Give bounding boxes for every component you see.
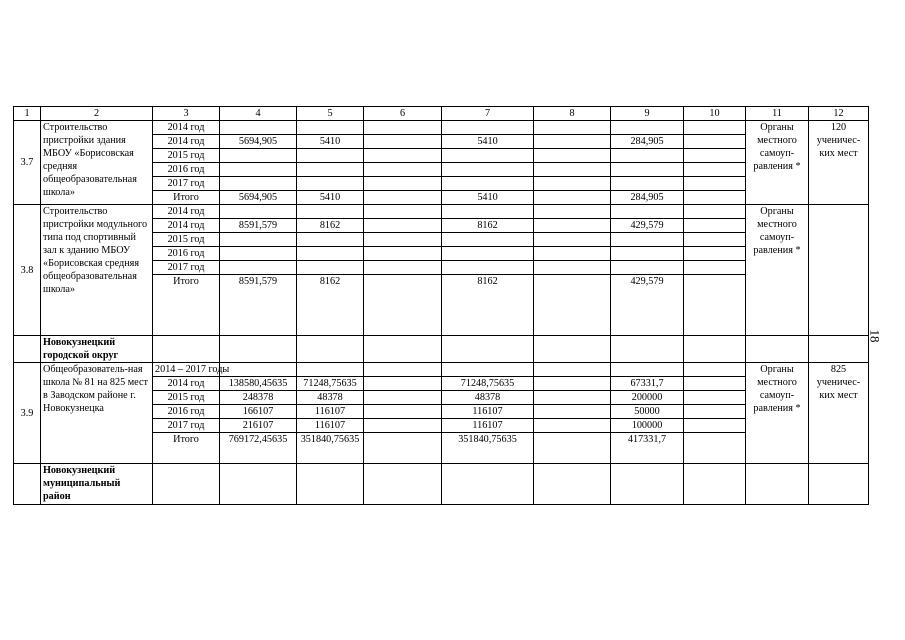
value-cell — [297, 261, 364, 275]
period-cell: 2014 год — [153, 377, 220, 391]
value-cell — [684, 261, 746, 275]
value-cell — [684, 405, 746, 419]
value-cell: 200000 — [611, 391, 684, 405]
value-cell — [364, 247, 442, 261]
value-cell — [611, 205, 684, 219]
section-title: Новокузнецкий городской округ — [41, 336, 153, 363]
value-cell — [684, 177, 746, 191]
value-cell — [442, 163, 534, 177]
empty-cell — [746, 336, 809, 363]
value-cell — [684, 275, 746, 336]
value-cell: 8591,579 — [220, 275, 297, 336]
period-cell: 2014 – 2017 годы — [153, 363, 220, 377]
value-cell — [534, 177, 611, 191]
item-number: 3.7 — [14, 121, 41, 205]
value-cell — [684, 219, 746, 233]
table-body — [14, 107, 869, 505]
empty-cell — [14, 464, 41, 505]
page-number: 18 — [867, 329, 883, 343]
value-cell — [364, 433, 442, 464]
value-cell — [611, 233, 684, 247]
value-cell — [684, 391, 746, 405]
item-number: 3.8 — [14, 205, 41, 336]
value-cell — [220, 363, 297, 377]
value-cell: 116107 — [297, 419, 364, 433]
item-number: 3.9 — [14, 363, 41, 464]
value-cell: 5410 — [297, 135, 364, 149]
value-cell: 5410 — [297, 191, 364, 205]
empty-cell — [153, 464, 220, 505]
value-cell: 138580,45635 — [220, 377, 297, 391]
value-cell — [364, 149, 442, 163]
value-cell — [364, 163, 442, 177]
value-cell — [220, 247, 297, 261]
value-cell — [534, 391, 611, 405]
result-cell: 120 ученичес-ких мест — [809, 121, 869, 205]
value-cell — [684, 377, 746, 391]
item-name: Строительство пристройки здания МБОУ «Борисовская средняя общеобразовательная школа» — [41, 121, 153, 205]
value-cell — [611, 177, 684, 191]
value-cell — [297, 205, 364, 219]
value-cell: 8162 — [442, 275, 534, 336]
value-cell: 67331,7 — [611, 377, 684, 391]
value-cell — [297, 163, 364, 177]
value-cell: 116107 — [442, 419, 534, 433]
value-cell: 248378 — [220, 391, 297, 405]
header-cell: 1 — [14, 107, 41, 121]
empty-cell — [809, 464, 869, 505]
value-cell — [220, 205, 297, 219]
empty-cell — [611, 336, 684, 363]
value-cell — [684, 419, 746, 433]
value-cell — [534, 275, 611, 336]
empty-cell — [534, 464, 611, 505]
empty-cell — [14, 336, 41, 363]
value-cell — [220, 233, 297, 247]
value-cell: 284,905 — [611, 135, 684, 149]
section-row — [14, 464, 869, 505]
value-cell: 351840,75635 — [442, 433, 534, 464]
header-cell: 6 — [364, 107, 442, 121]
result-cell — [809, 205, 869, 336]
value-cell: 8162 — [297, 219, 364, 233]
value-cell — [684, 205, 746, 219]
value-cell: 351840,75635 — [297, 433, 364, 464]
header-cell: 2 — [41, 107, 153, 121]
section-title: Новокузнецкий муниципальный район — [41, 464, 153, 505]
value-cell — [442, 205, 534, 219]
value-cell — [442, 261, 534, 275]
value-cell — [684, 247, 746, 261]
value-cell — [684, 363, 746, 377]
value-cell: 5410 — [442, 191, 534, 205]
empty-cell — [442, 464, 534, 505]
header-cell: 12 — [809, 107, 869, 121]
item-name: Строительство пристройки модульного типа под спортивный зал к зданию МБОУ «Борисовская средняя общеобразовательная школа» — [41, 205, 153, 336]
value-cell — [297, 149, 364, 163]
period-cell: 2014 год — [153, 135, 220, 149]
period-cell: 2015 год — [153, 149, 220, 163]
empty-cell — [364, 464, 442, 505]
value-cell: 116107 — [442, 405, 534, 419]
value-cell — [534, 247, 611, 261]
value-cell — [364, 391, 442, 405]
header-cell: 10 — [684, 107, 746, 121]
value-cell — [534, 419, 611, 433]
header-cell: 4 — [220, 107, 297, 121]
empty-cell — [684, 336, 746, 363]
value-cell — [534, 433, 611, 464]
value-cell — [611, 363, 684, 377]
value-cell — [684, 149, 746, 163]
value-cell — [611, 121, 684, 135]
value-cell — [611, 163, 684, 177]
header-cell: 11 — [746, 107, 809, 121]
value-cell: 166107 — [220, 405, 297, 419]
program-table — [13, 106, 869, 505]
value-cell — [534, 405, 611, 419]
period-cell: 2015 год — [153, 391, 220, 405]
empty-cell — [364, 336, 442, 363]
header-cell: 8 — [534, 107, 611, 121]
value-cell — [442, 233, 534, 247]
value-cell: 8162 — [297, 275, 364, 336]
value-cell: 116107 — [297, 405, 364, 419]
value-cell — [364, 219, 442, 233]
value-cell — [297, 177, 364, 191]
period-cell: 2017 год — [153, 177, 220, 191]
value-cell — [534, 205, 611, 219]
value-cell — [684, 233, 746, 247]
value-cell — [534, 163, 611, 177]
period-cell: 2016 год — [153, 405, 220, 419]
value-cell — [364, 405, 442, 419]
period-cell: 2014 год — [153, 121, 220, 135]
value-cell — [684, 433, 746, 464]
responsible-cell: Органы местного самоуп-равления * — [746, 363, 809, 464]
value-cell: 216107 — [220, 419, 297, 433]
value-cell — [442, 121, 534, 135]
value-cell — [364, 205, 442, 219]
period-cell: 2015 год — [153, 233, 220, 247]
table-row — [14, 205, 869, 219]
empty-cell — [746, 464, 809, 505]
value-cell — [611, 261, 684, 275]
value-cell — [684, 163, 746, 177]
value-cell — [364, 261, 442, 275]
empty-cell — [611, 464, 684, 505]
value-cell: 48378 — [442, 391, 534, 405]
empty-cell — [297, 336, 364, 363]
period-cell: Итого — [153, 433, 220, 464]
period-cell: 2016 год — [153, 247, 220, 261]
value-cell — [442, 363, 534, 377]
value-cell — [220, 261, 297, 275]
value-cell — [442, 247, 534, 261]
value-cell — [534, 233, 611, 247]
empty-cell — [297, 464, 364, 505]
value-cell — [534, 121, 611, 135]
item-name: Общеобразователь-ная школа № 81 на 825 мест в Заводском районе г. Новокузнецка — [41, 363, 153, 464]
value-cell — [220, 149, 297, 163]
value-cell: 5694,905 — [220, 191, 297, 205]
value-cell: 71248,75635 — [442, 377, 534, 391]
value-cell — [534, 377, 611, 391]
period-cell: 2014 год — [153, 219, 220, 233]
empty-cell — [220, 336, 297, 363]
header-row — [14, 107, 869, 121]
value-cell — [534, 135, 611, 149]
value-cell — [684, 121, 746, 135]
empty-cell — [809, 336, 869, 363]
section-row — [14, 336, 869, 363]
header-cell: 5 — [297, 107, 364, 121]
value-cell — [611, 247, 684, 261]
value-cell: 8162 — [442, 219, 534, 233]
value-cell — [297, 233, 364, 247]
period-cell: 2014 год — [153, 205, 220, 219]
value-cell — [297, 121, 364, 135]
period-cell: 2016 год — [153, 163, 220, 177]
empty-cell — [534, 336, 611, 363]
empty-cell — [153, 336, 220, 363]
period-cell: Итого — [153, 275, 220, 336]
value-cell — [364, 191, 442, 205]
table-row — [14, 121, 869, 135]
value-cell — [220, 121, 297, 135]
value-cell: 284,905 — [611, 191, 684, 205]
value-cell — [297, 363, 364, 377]
header-cell: 9 — [611, 107, 684, 121]
value-cell: 71248,75635 — [297, 377, 364, 391]
value-cell — [364, 233, 442, 247]
value-cell: 8591,579 — [220, 219, 297, 233]
value-cell — [364, 377, 442, 391]
value-cell — [534, 191, 611, 205]
responsible-cell: Органы местного самоуп-равления * — [746, 205, 809, 336]
header-cell: 3 — [153, 107, 220, 121]
value-cell — [364, 275, 442, 336]
value-cell — [534, 149, 611, 163]
value-cell — [442, 177, 534, 191]
value-cell — [684, 135, 746, 149]
value-cell: 429,579 — [611, 275, 684, 336]
value-cell: 100000 — [611, 419, 684, 433]
value-cell: 5694,905 — [220, 135, 297, 149]
responsible-cell: Органы местного самоуп-равления * — [746, 121, 809, 205]
value-cell: 769172,45635 — [220, 433, 297, 464]
value-cell — [611, 149, 684, 163]
empty-cell — [220, 464, 297, 505]
value-cell: 50000 — [611, 405, 684, 419]
value-cell — [442, 149, 534, 163]
value-cell — [297, 247, 364, 261]
value-cell — [364, 419, 442, 433]
value-cell — [684, 191, 746, 205]
value-cell: 5410 — [442, 135, 534, 149]
table-row — [14, 363, 869, 377]
value-cell — [364, 363, 442, 377]
value-cell — [220, 177, 297, 191]
value-cell — [534, 219, 611, 233]
value-cell — [220, 163, 297, 177]
period-cell: Итого — [153, 191, 220, 205]
value-cell: 417331,7 — [611, 433, 684, 464]
value-cell — [364, 177, 442, 191]
period-cell: 2017 год — [153, 419, 220, 433]
value-cell: 48378 — [297, 391, 364, 405]
value-cell — [364, 121, 442, 135]
value-cell: 429,579 — [611, 219, 684, 233]
value-cell — [364, 135, 442, 149]
empty-cell — [442, 336, 534, 363]
period-cell: 2017 год — [153, 261, 220, 275]
empty-cell — [684, 464, 746, 505]
value-cell — [534, 363, 611, 377]
header-cell: 7 — [442, 107, 534, 121]
result-cell: 825 ученичес-ких мест — [809, 363, 869, 464]
value-cell — [534, 261, 611, 275]
